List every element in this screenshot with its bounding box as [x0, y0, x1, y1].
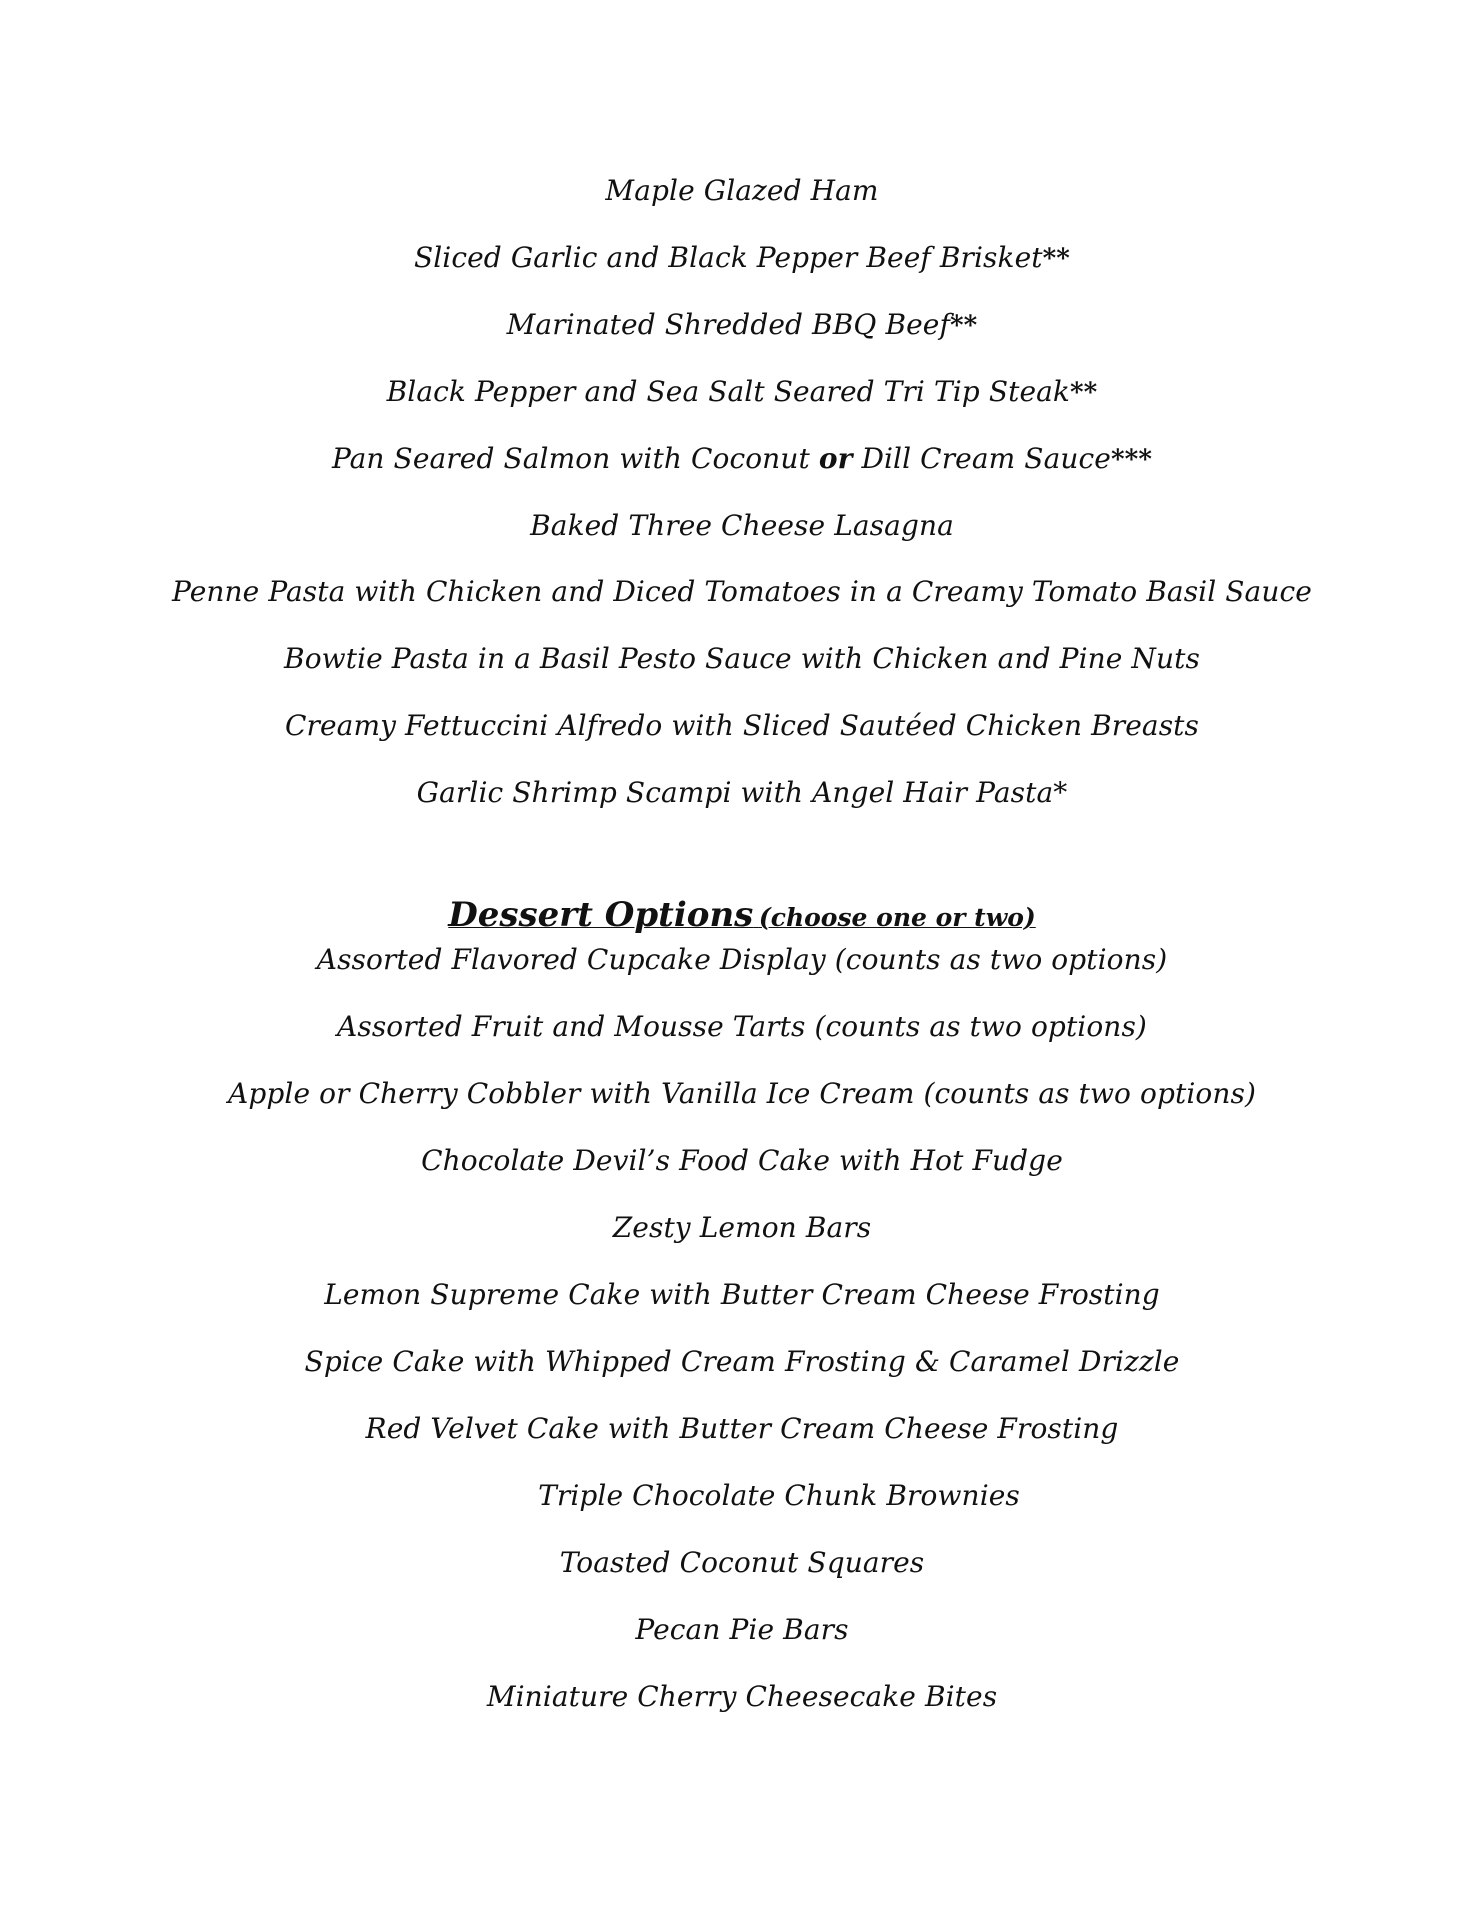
dessert-heading-title: Dessert Options	[448, 895, 754, 935]
entree-item-text: Bowtie Pasta in a Basil Pesto Sauce with Chicken and Pine Nuts	[284, 642, 1200, 675]
dessert-item	[0, 1476, 1484, 1516]
entree-item-text: Baked Three Cheese Lasagna	[530, 509, 954, 542]
entree-item	[0, 372, 1484, 413]
dessert-item	[0, 1007, 1484, 1047]
entree-item-text: Maple Glazed Ham	[605, 174, 879, 207]
entree-item-text: Black Pepper and Sea Salt Seared Tri Tip Steak	[386, 375, 1070, 408]
entree-item-text: Pan Seared Salmon with Coconut	[331, 442, 819, 475]
dessert-item	[0, 1677, 1484, 1717]
dessert-heading-note: (choose one or two)	[758, 903, 1036, 932]
dessert-item-text: Zesty Lemon Bars	[612, 1211, 872, 1244]
entree-item	[0, 706, 1484, 746]
entree-item-text: Dill Cream Sauce	[852, 442, 1111, 475]
dessert-item	[0, 1610, 1484, 1650]
dessert-item	[0, 1074, 1484, 1114]
entree-item-text: Marinated Shredded BBQ Beef	[506, 308, 950, 341]
entree-item-stars: ***	[1110, 445, 1153, 475]
dessert-item-text: Red Velvet Cake with Butter Cream Cheese Frosting	[365, 1412, 1119, 1445]
entree-item	[0, 439, 1484, 480]
entree-item	[0, 238, 1484, 279]
dessert-item-text: Miniature Cherry Cheesecake Bites	[486, 1680, 998, 1713]
entree-item	[0, 639, 1484, 679]
dessert-item-text: Chocolate Devil’s Food Cake with Hot Fudge	[421, 1144, 1063, 1177]
dessert-item	[0, 1409, 1484, 1449]
entree-item-or-emphasis: or	[818, 442, 853, 475]
entree-item	[0, 171, 1484, 212]
entree-item	[0, 506, 1484, 546]
dessert-item	[0, 1141, 1484, 1181]
dessert-item-text: Apple or Cherry Cobbler with Vanilla Ice Cream (counts as two options)	[228, 1077, 1256, 1110]
dessert-item-text: Lemon Supreme Cake with Butter Cream Cheese Frosting	[324, 1278, 1160, 1311]
dessert-item	[0, 940, 1484, 980]
dessert-heading	[0, 893, 1484, 943]
entree-item-stars: **	[949, 311, 978, 341]
entree-item-text: Garlic Shrimp Scampi with Angel Hair Pasta*	[416, 776, 1068, 809]
dessert-item-text: Assorted Flavored Cupcake Display (counts as two options)	[316, 943, 1168, 976]
dessert-item	[0, 1208, 1484, 1248]
dessert-item-text: Toasted Coconut Squares	[559, 1546, 925, 1579]
entree-item	[0, 572, 1484, 612]
dessert-item	[0, 1543, 1484, 1583]
dessert-item-text: Spice Cake with Whipped Cream Frosting & Caramel Drizzle	[304, 1345, 1180, 1378]
entree-item-text: Sliced Garlic and Black Pepper Beef Brisket	[413, 241, 1043, 274]
entree-item-text: Creamy Fettuccini Alfredo with Sliced Sautéed Chicken Breasts	[284, 709, 1199, 742]
dessert-item	[0, 1275, 1484, 1315]
entree-item-stars: **	[1069, 378, 1098, 408]
dessert-item-text: Triple Chocolate Chunk Brownies	[538, 1479, 1020, 1512]
entree-item	[0, 305, 1484, 346]
dessert-item	[0, 1342, 1484, 1382]
entree-item	[0, 773, 1484, 813]
entree-item-stars: **	[1042, 244, 1071, 274]
entree-item-text: Penne Pasta with Chicken and Diced Tomatoes in a Creamy Tomato Basil Sauce	[172, 575, 1312, 608]
dessert-item-text: Pecan Pie Bars	[635, 1613, 849, 1646]
dessert-item-text: Assorted Fruit and Mousse Tarts (counts as two options)	[337, 1010, 1147, 1043]
